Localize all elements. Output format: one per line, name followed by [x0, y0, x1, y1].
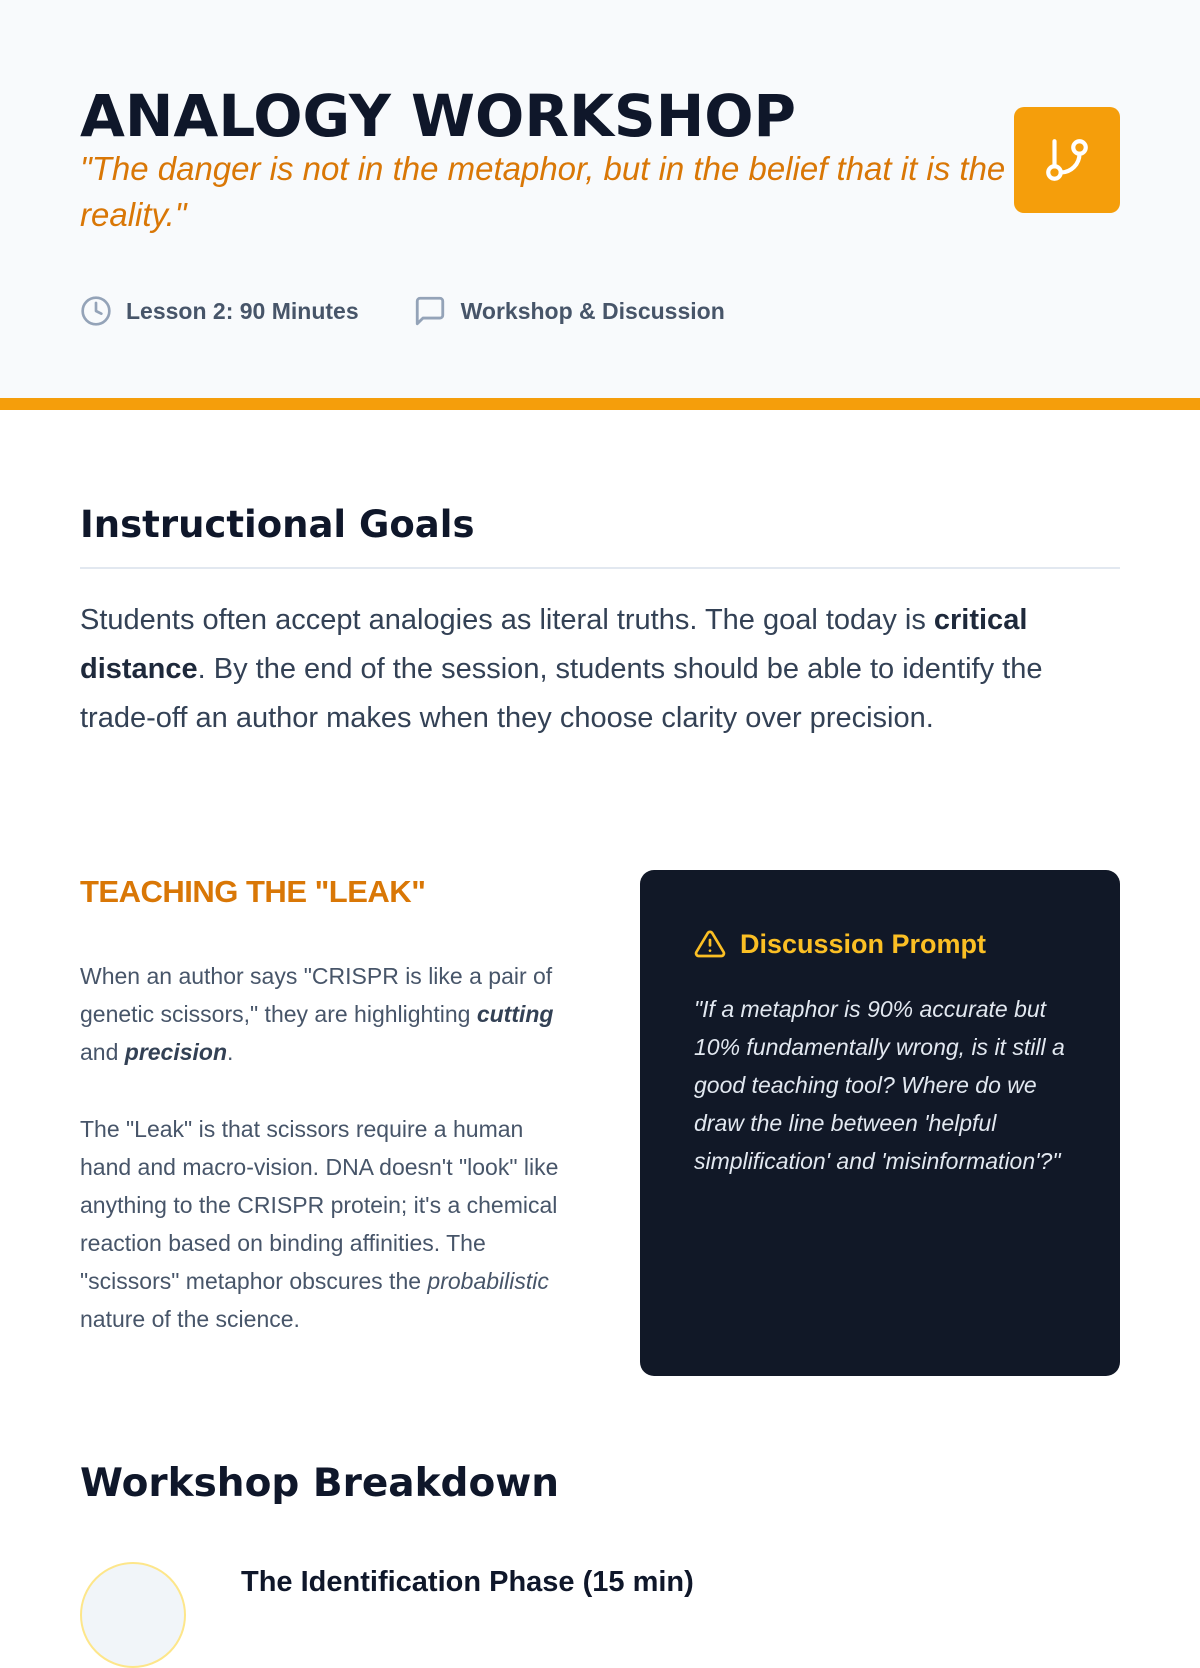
lesson-header: [0, 0, 1200, 410]
phase-marker: [80, 1562, 186, 1668]
leak-heading: TEACHING THE "LEAK": [80, 874, 426, 909]
format-label: Workshop & Discussion: [460, 297, 725, 324]
leak-paragraph-2: [80, 1110, 570, 1338]
warning-triangle-icon: [694, 928, 726, 960]
leak-text-part: .: [227, 1039, 234, 1065]
leak-italic: probabilistic: [427, 1268, 549, 1294]
duration-meta: [80, 295, 359, 327]
lesson-meta: [80, 294, 725, 328]
leak-emphasis: precision: [124, 1039, 228, 1065]
prompt-body: "If a metaphor is 90% accurate but 10% fundamentally wrong, is it still a good teaching tool? Where do we draw the line between 'helpful simplification' and 'misinformation'?": [694, 996, 1065, 1174]
duration-label: Lesson 2: 90 Minutes: [126, 297, 359, 324]
goals-heading: Instructional Goals: [80, 503, 475, 546]
clock-icon: [80, 295, 112, 327]
header-quote: "The danger is not in the metaphor, but in the belief that it is the reality.": [80, 150, 1006, 233]
discussion-prompt-card: [640, 870, 1120, 1376]
prompt-title: Discussion Prompt: [740, 928, 987, 959]
leak-emphasis: cutting: [476, 1001, 554, 1027]
page-title: ANALOGY WORKSHOP: [80, 82, 797, 150]
leak-text-part: nature of the science.: [80, 1306, 300, 1332]
divider: [80, 567, 1120, 569]
phase-title: The Identification Phase (15 min): [241, 1566, 694, 1598]
leak-text-part: and: [80, 1039, 125, 1065]
leak-text-part: When an author says "CRISPR is like a pair of genetic scissors," they are highlighting: [80, 963, 553, 1027]
leak-paragraph-1: [80, 957, 570, 1071]
goals-paragraph: [80, 596, 1120, 743]
goals-emphasis: critical distance: [80, 604, 1028, 685]
format-meta: [413, 294, 725, 328]
chat-bubble-icon: [413, 294, 447, 328]
git-branch-icon: [1014, 107, 1120, 213]
leak-text-part: The "Leak" is that scissors require a human hand and macro-vision. DNA doesn't "look" like anything to the CRISPR protein; it's a chemical reaction based on binding affinities. The "scissors" metaphor obscures the: [80, 1116, 559, 1294]
goals-text-part: Students often accept analogies as literal truths. The goal today is: [80, 604, 934, 636]
goals-text-part: . By the end of the session, students should be able to identify the trade-off an author makes when they choose clarity over precision.: [80, 653, 1043, 734]
breakdown-heading: Workshop Breakdown: [80, 1461, 560, 1506]
prompt-heading: [694, 928, 986, 960]
